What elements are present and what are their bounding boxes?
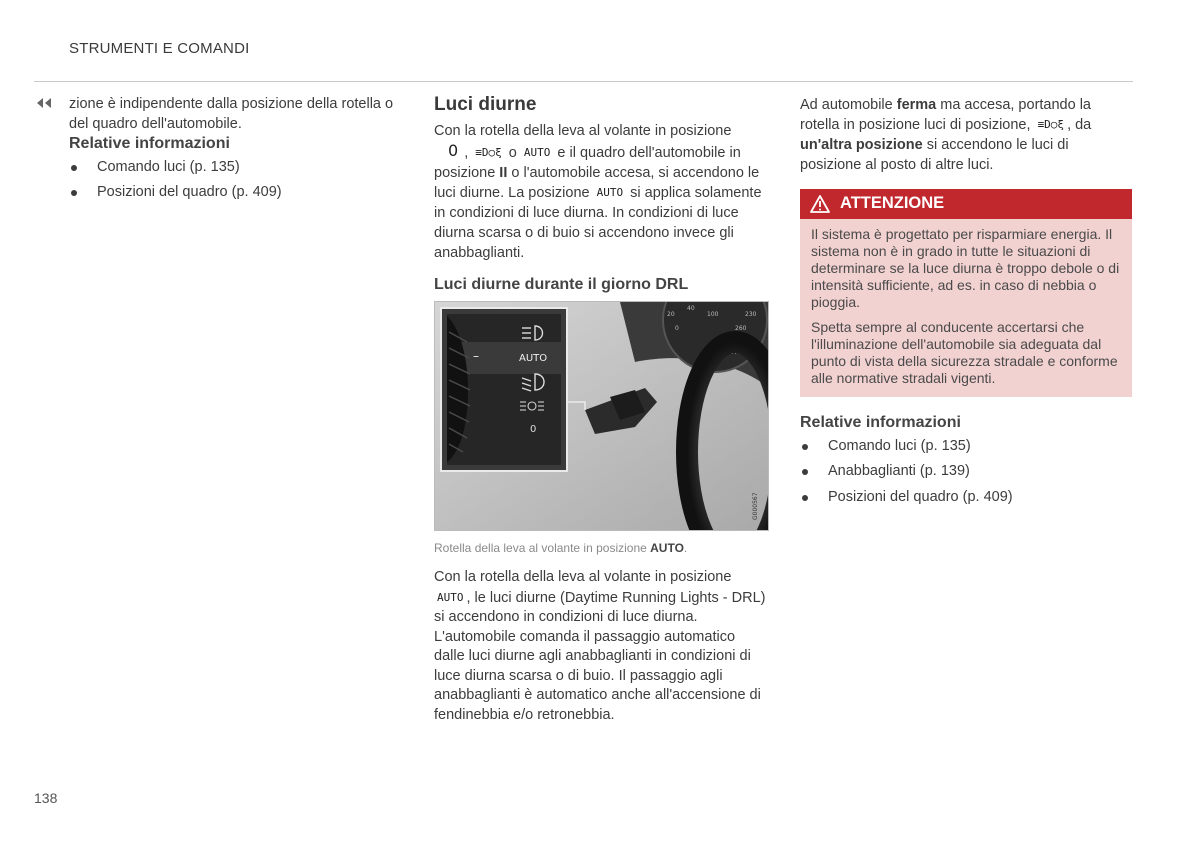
column-right xyxy=(800,95,1132,513)
bold-text: ferma xyxy=(896,97,937,113)
speedo-tick-label: 40 xyxy=(687,304,695,312)
warning-title: ATTENZIONE xyxy=(840,194,945,213)
position-zero-symbol: 0 xyxy=(448,141,459,160)
caption-bold: AUTO xyxy=(650,540,684,555)
figure-reference-code: G000567 xyxy=(752,491,759,520)
text-fragment: , le luci diurne (Daytime Running Lights - DRL) si accendono in condizioni di luce diurna. L'automobile comanda il passaggio automatico dalle luci diurne agli anabbaglianti in condizioni di luce diurna scarsa o di buio. Il passaggio agli anabbaglianti è automatico anche all'accensione di fendinebbia e/o retronebbia. xyxy=(434,589,766,723)
related-link[interactable]: Anabbaglianti (p. 139) xyxy=(800,462,1132,482)
related-link[interactable]: Comando luci (p. 135) xyxy=(69,158,404,178)
bold-text: un'altra posizione xyxy=(800,137,923,153)
figure-caption xyxy=(434,539,769,559)
position-marker: – xyxy=(473,348,479,363)
text-fragment: Con la rotella della leva al volante in posizione xyxy=(434,123,732,139)
bold-position: II xyxy=(499,165,508,181)
drl-paragraph xyxy=(434,568,769,725)
text-fragment: o l'automobile accesa, si accendono le luci diurne. La posizione xyxy=(434,165,760,201)
related-info-list xyxy=(800,437,1132,508)
warning-box xyxy=(800,189,1132,397)
caption-end: . xyxy=(683,540,688,555)
subsection-heading: Luci diurne durante il giorno DRL xyxy=(434,276,689,293)
auto-symbol: AUTO xyxy=(437,590,464,604)
page-number: 138 xyxy=(34,790,58,806)
parking-light-icon: ≡D○ξ xyxy=(475,146,502,159)
off-position-label: 0 xyxy=(530,423,537,435)
speedo-tick-label: 230 xyxy=(745,310,757,318)
parking-lights-paragraph xyxy=(800,95,1132,175)
auto-position-label: AUTO xyxy=(519,352,548,364)
trip-readout: Trip 1 022.4 km xyxy=(707,349,746,356)
warning-paragraph: Spetta sempre al conducente accertarsi che l'illuminazione dell'automobile sia adeguata dal punto di vista della sicurezza stradale e conforme alle normative stradali vigenti. xyxy=(811,319,1118,386)
warning-body xyxy=(800,219,1132,397)
odometer-readout: 2 806 xyxy=(725,343,740,350)
auto-symbol: AUTO xyxy=(596,186,624,199)
related-info-heading: Relative informazioni xyxy=(69,135,230,152)
header-divider xyxy=(34,81,1133,82)
warning-paragraph: Il sistema è progettato per risparmiare energia. Il sistema non è in grado in tutte le situazioni di determinare se la luce diurna è troppo debole o di intensità sufficiente, ad es. in caso di nebbia o pioggia. xyxy=(811,226,1120,310)
steering-lever-illustration xyxy=(434,301,769,531)
auto-symbol: AUTO xyxy=(523,146,551,159)
text-fragment: si applica solamente in condizioni di luce diurna. In condizioni di luce diurna scarsa o di buio si accendono invece gli anabbaglianti. xyxy=(434,185,762,261)
related-link[interactable]: Comando luci (p. 135) xyxy=(800,437,1132,457)
related-link[interactable]: Posizioni del quadro (p. 409) xyxy=(800,488,1132,508)
daytime-lights-paragraph xyxy=(434,121,769,263)
section-heading: Luci diurne xyxy=(434,94,537,115)
column-left xyxy=(69,95,404,209)
speedo-tick-label: 0 xyxy=(675,324,679,332)
text-fragment: , da xyxy=(1067,117,1092,133)
column-middle xyxy=(434,93,769,725)
text-fragment: e il quadro dell'automobile in posizione xyxy=(434,145,741,181)
speedo-tick-label: 260 xyxy=(735,324,747,332)
related-info-heading: Relative informazioni xyxy=(800,414,961,431)
warning-header xyxy=(800,189,1132,219)
speedo-tick-label: 100 xyxy=(707,310,719,318)
related-info-list xyxy=(69,158,404,203)
text-fragment: ma accesa, portando la rotella in posizione luci di posizione, xyxy=(800,97,1091,133)
text-fragment: Con la rotella della leva al volante in posizione xyxy=(434,569,732,585)
text-fragment: , xyxy=(464,145,469,161)
speedo-tick-label: 20 xyxy=(667,310,675,318)
text-fragment: Ad automobile xyxy=(800,97,897,113)
text-fragment: o xyxy=(508,145,517,161)
continued-from-previous-page-icon xyxy=(36,97,54,109)
continued-text: zione è indipendente dalla posizione della rotella o del quadro dell'automobile. xyxy=(69,96,394,132)
parking-light-icon: ≡D○ξ xyxy=(1037,118,1065,131)
illustration-svg xyxy=(435,302,768,530)
section-title: STRUMENTI E COMANDI xyxy=(69,40,250,57)
warning-triangle-icon xyxy=(810,195,830,213)
text-fragment: si accendono le luci di posizione al posto di altre luci. xyxy=(800,137,1069,173)
related-link[interactable]: Posizioni del quadro (p. 409) xyxy=(69,183,404,203)
caption-text: Rotella della leva al volante in posizione xyxy=(434,540,651,555)
